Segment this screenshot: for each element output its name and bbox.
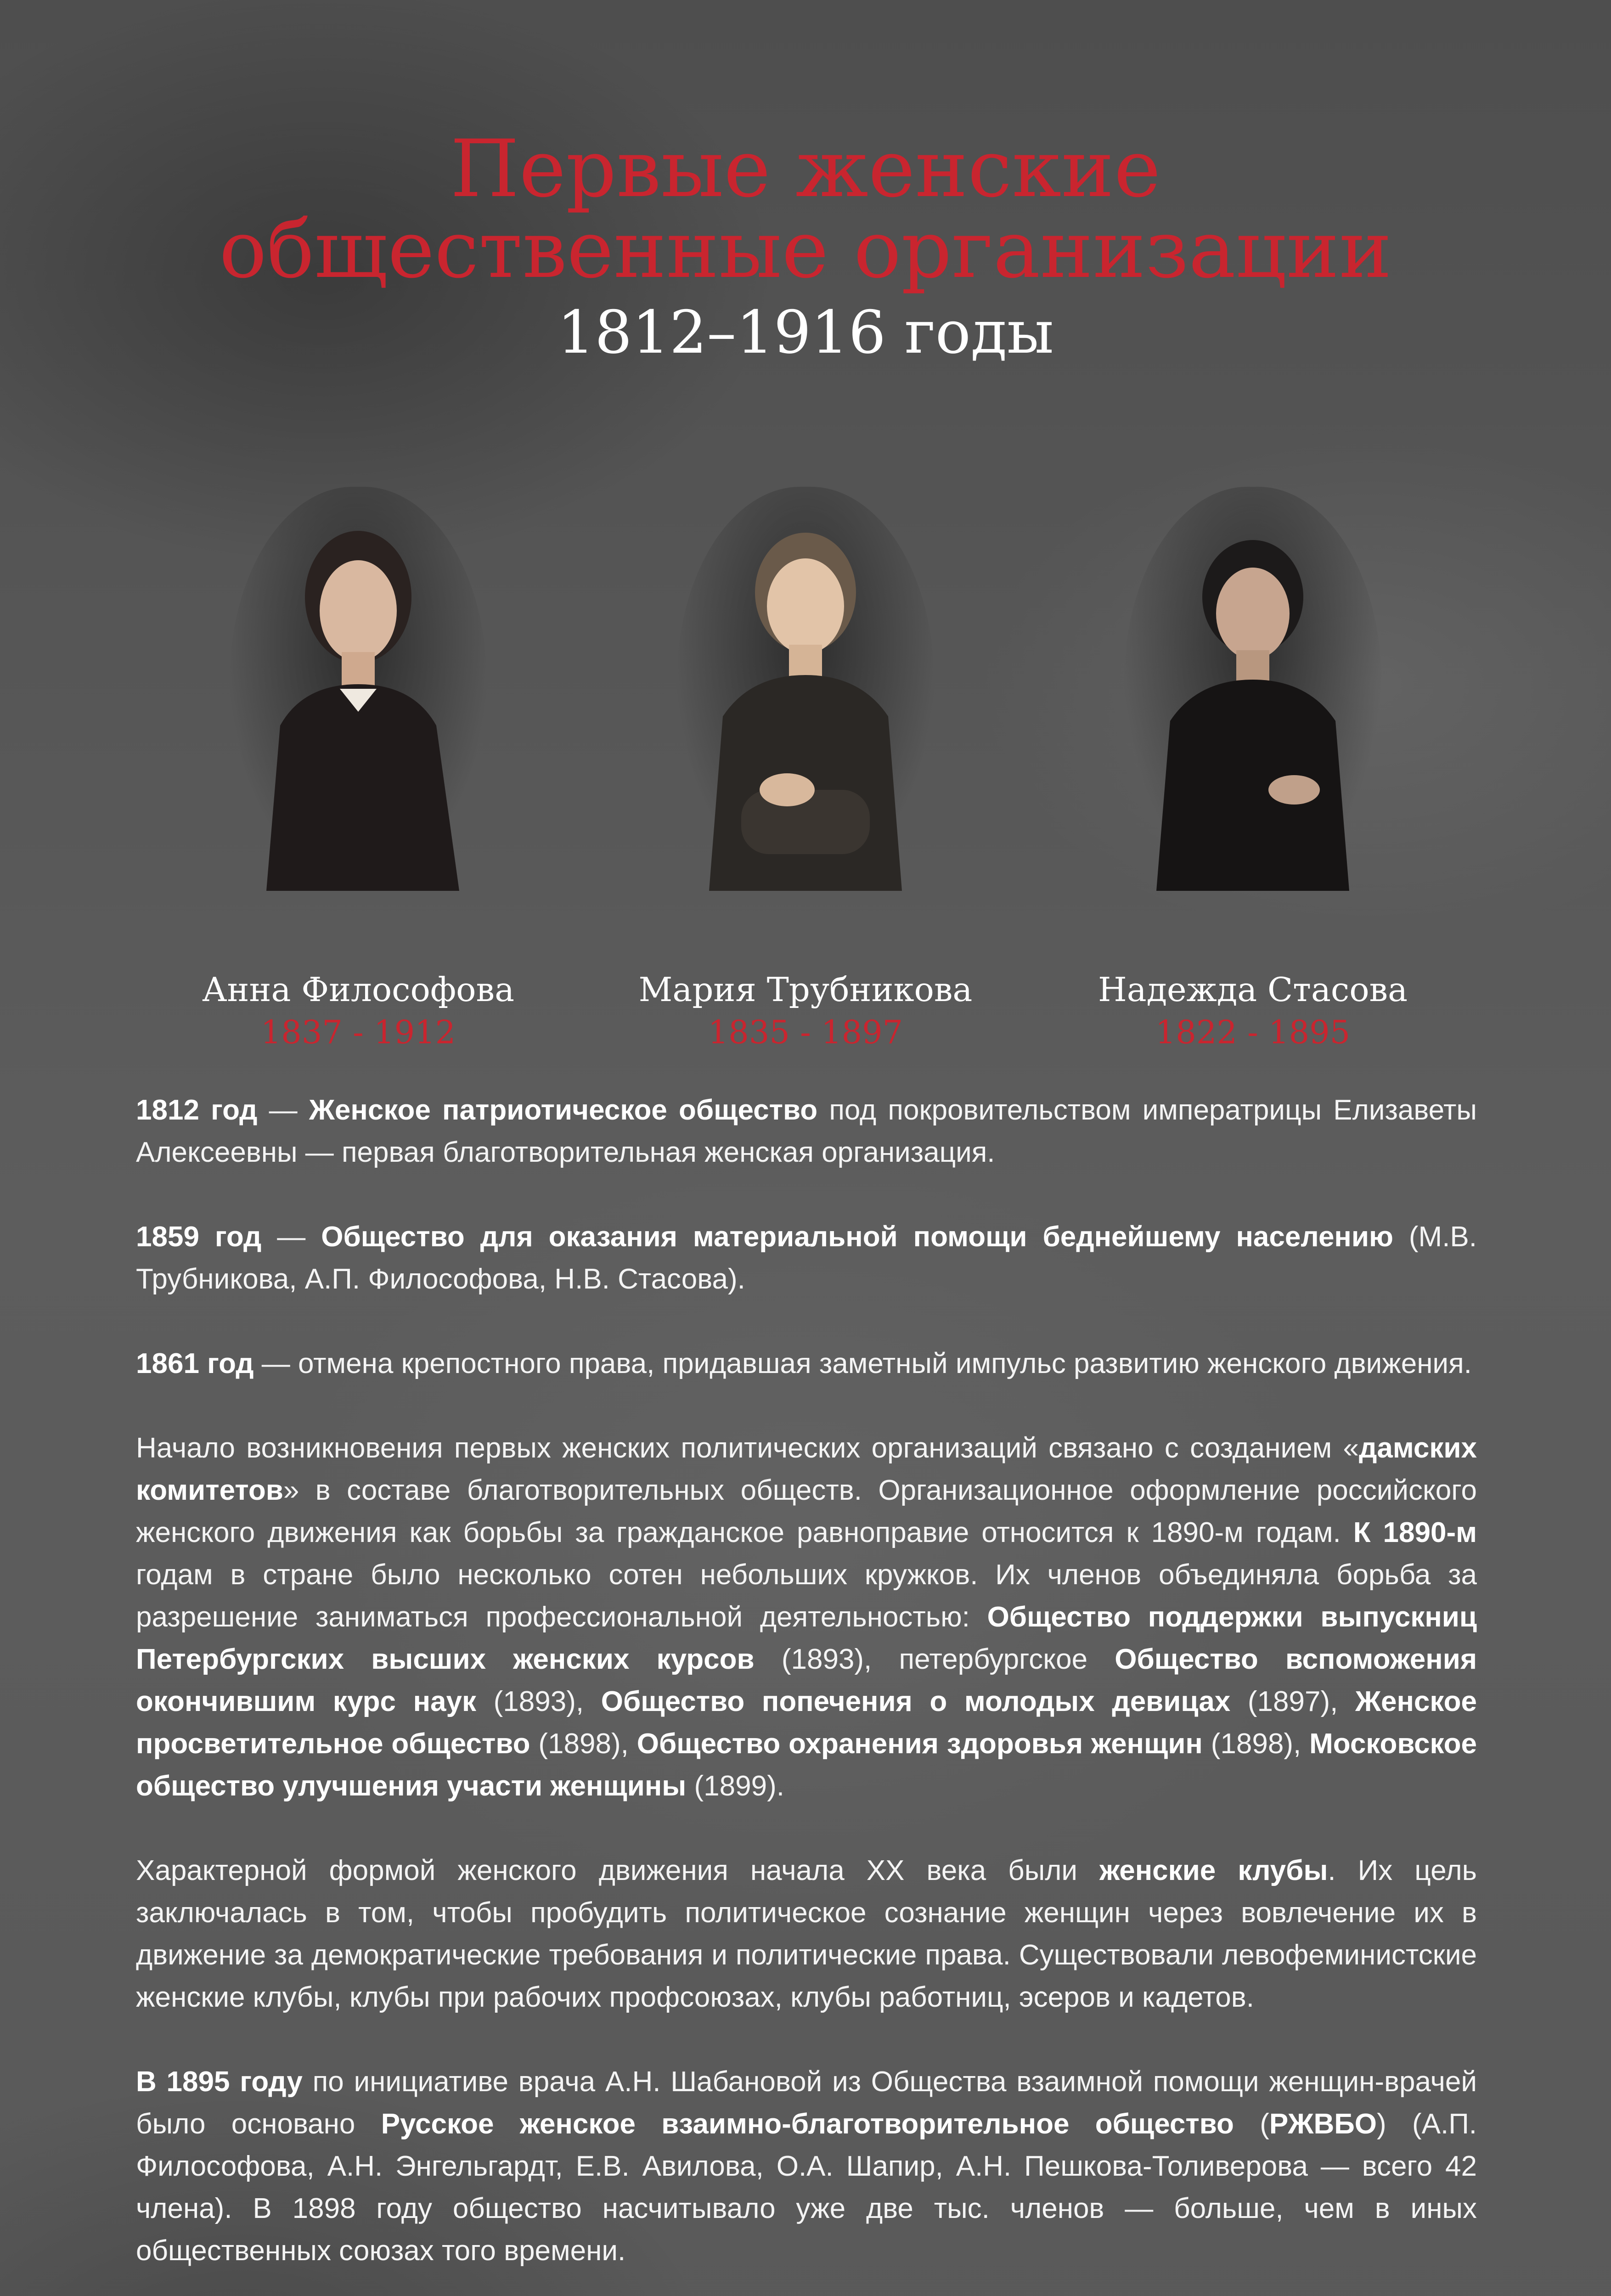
person-name: Надежда Стасова	[1098, 970, 1408, 1009]
paragraph-segment: (1899).	[686, 1770, 784, 1802]
paragraph-bold-segment: Общество для оказания материальной помощи беднейшему населению	[321, 1221, 1393, 1253]
paragraph-segment: Характерной формой женского движения начала ХХ века были	[136, 1855, 1100, 1886]
portrait-stasova	[1124, 487, 1381, 891]
main-content	[136, 1089, 1477, 2296]
page-title	[0, 123, 1611, 296]
person-name: Анна Философова	[202, 970, 514, 1009]
person-stasova	[1023, 487, 1482, 1054]
paragraph-segment: —	[257, 1094, 309, 1126]
paragraph-segment: по инициативе врача А.Н. Шабановой из Общества взаимной помощи женщин-врачей было основано	[136, 2066, 1477, 2140]
portrait-filosofova-icon	[230, 487, 487, 891]
paragraph-segment: (1898),	[1202, 1728, 1310, 1760]
paragraph-bold-segment: Московское общество улучшения участи женщины	[136, 1728, 1477, 1802]
person-years: 1822 - 1895	[1155, 1013, 1351, 1051]
paragraph-bold-segment: Общество охранения здоровья женщин	[637, 1728, 1203, 1760]
paragraph-bold-segment: Русское женское взаимно-благотворительное общество	[381, 2108, 1234, 2140]
person-trubnikova	[576, 487, 1035, 1054]
paragraph-segment: —	[261, 1221, 321, 1253]
title-line-1: Первые женские	[450, 123, 1161, 215]
paragraph-segment: — отмена крепостного права, придавшая заметный импульс развитию женского движения.	[253, 1348, 1472, 1379]
paragraph-segment: » в составе благотворительных обществ. Организационное оформление российского женского движения как борьбы за гражданское равноправие относится к 1890-м годам.	[136, 1474, 1477, 1548]
paragraph-segment: (М.В. Трубникова, А.П. Философова, Н.В. Стасова).	[136, 1221, 1477, 1295]
person-years: 1835 - 1897	[708, 1013, 903, 1051]
portrait-trubnikova-icon	[677, 487, 934, 891]
paragraph-bold-segment: 1859 год	[136, 1221, 262, 1253]
person-filosofova	[129, 487, 588, 1054]
paragraph-segment: Начало возникновения первых женских политических организаций связано с созданием «	[136, 1432, 1359, 1464]
portrait-stasova-icon	[1124, 487, 1381, 891]
paragraph-segment: ) (А.П. Философова, А.Н. Энгельгардт, Е.В. Авилова, О.А. Шапир, А.Н. Пешкова-Толиверова — всего 42 члена). В 1898 году общество насчитывало уже две тыс. членов — больше, чем в иных общественных союзах того времени.	[136, 2108, 1477, 2267]
paragraph-bold-segment: 1812 год	[136, 1094, 258, 1126]
person-years: 1837 - 1912	[260, 1013, 456, 1051]
paragraph-bold-segment: Женское патриотическое общество	[309, 1094, 818, 1126]
portrait-filosofova	[230, 487, 487, 891]
paragraph-segment: (	[1234, 2108, 1269, 2140]
paragraph-bold-segment: Общество попечения о молодых девицах	[601, 1686, 1231, 1717]
paragraph-segment: (1898),	[530, 1728, 637, 1760]
paragraph-segment: под покровительством императрицы Елизаветы Алексеевны — первая благотворительная женская организация.	[136, 1094, 1477, 1168]
history-paragraph	[136, 1216, 1477, 1300]
history-paragraph	[136, 2061, 1477, 2272]
paragraph-segment: (1893), петербургское	[754, 1643, 1115, 1675]
portraits-section	[0, 487, 1611, 1051]
paragraph-bold-segment: Общество вспоможения окончившим курс наук	[136, 1643, 1477, 1717]
paragraph-bold-segment: дамских комитетов	[136, 1432, 1477, 1506]
paragraph-bold-segment: Женское просветительное общество	[136, 1686, 1477, 1760]
paragraph-bold-segment: женские клубы	[1099, 1855, 1328, 1886]
paragraph-segment: годам в стране было несколько сотен небольших кружков. Их членов объединяла борьба за разрешение заниматься профессиональной деятельностью:	[136, 1559, 1477, 1633]
title-line-2: общественные организации	[219, 203, 1392, 296]
page-header	[0, 123, 1611, 367]
paragraph-bold-segment: Общество поддержки выпускниц Петербургских высших женских курсов	[136, 1601, 1477, 1675]
history-paragraph	[136, 1850, 1477, 2019]
history-paragraph	[136, 1427, 1477, 1807]
history-paragraphs	[136, 1089, 1477, 2296]
paragraph-segment: (1897),	[1230, 1686, 1355, 1717]
paragraph-segment: . Их цель заключалась в том, чтобы пробудить политическое сознание женщин через вовлечение их в движение за демократические требования и политические права. Существовали левофеминистские женские клубы, клубы при рабочих профсоюзах, клубы работниц, эсеров и кадетов.	[136, 1855, 1477, 2013]
page-subtitle: 1812–1916 годы	[557, 298, 1054, 367]
paragraph-bold-segment: 1861 год	[136, 1348, 254, 1379]
paragraph-bold-segment: В 1895 году	[136, 2066, 303, 2098]
paragraph-segment: (1893),	[476, 1686, 601, 1717]
portrait-trubnikova	[677, 487, 934, 891]
person-name: Мария Трубникова	[638, 970, 973, 1009]
history-paragraph	[136, 1343, 1477, 1385]
paragraph-bold-segment: К 1890-м	[1353, 1517, 1477, 1548]
paragraph-bold-segment: РЖВБО	[1269, 2108, 1377, 2140]
history-paragraph	[136, 1089, 1477, 1174]
